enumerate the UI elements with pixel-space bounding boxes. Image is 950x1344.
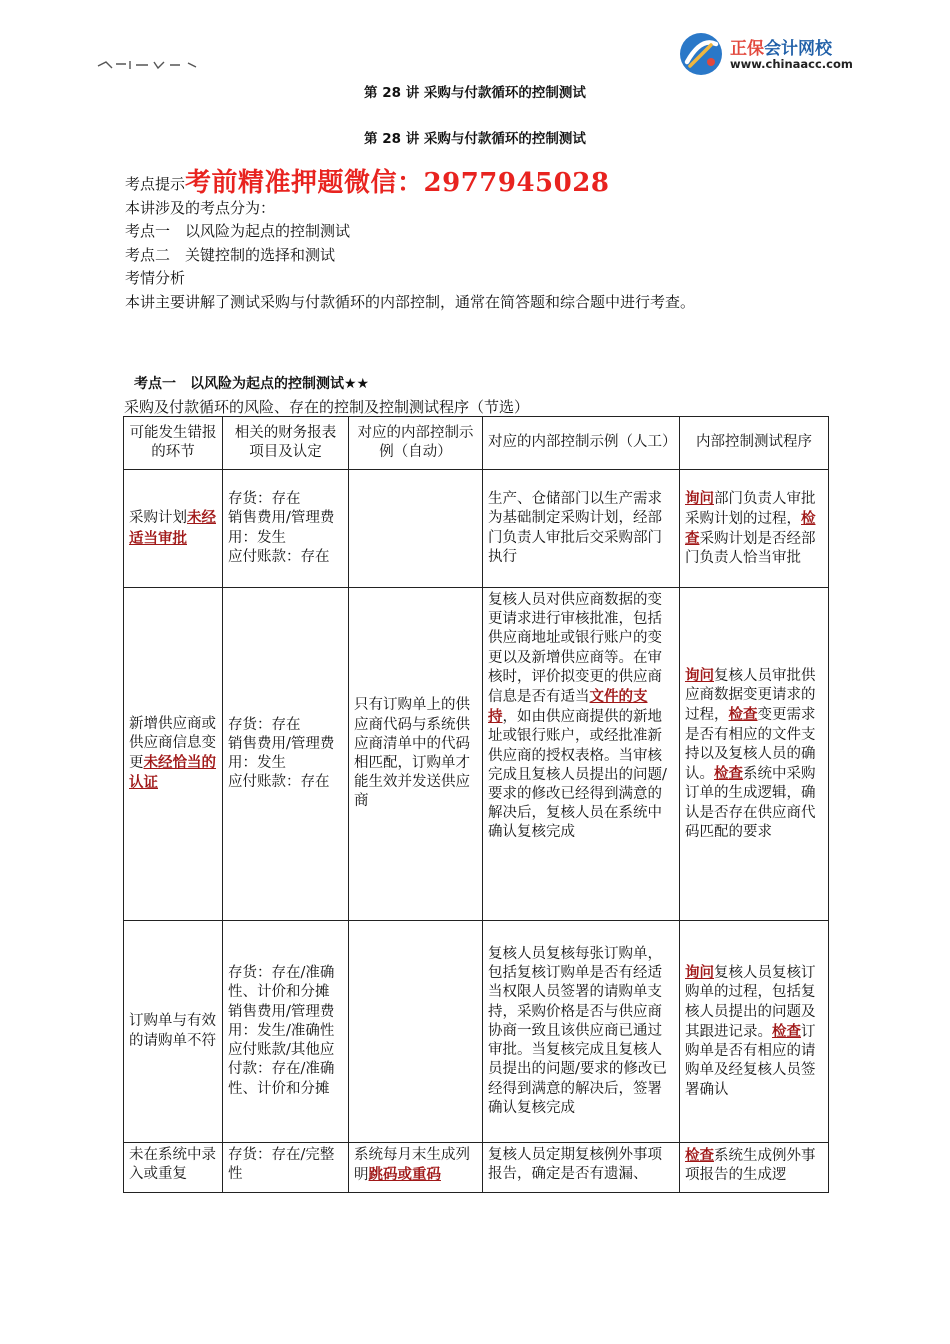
table-row (124, 921, 829, 1143)
assertion-item: 应付账款：存在 (228, 548, 330, 565)
assertion-item: 应付账款：存在 (228, 774, 330, 791)
assertion-cell (223, 921, 349, 1143)
table-header-row (124, 417, 829, 470)
test-text: 采购计划是否经部门负责人恰当审批 (685, 531, 816, 567)
assertion-cell (223, 1143, 349, 1193)
table-header: 相关的财务报表项目及认定 (223, 417, 349, 470)
test-procedure-cell (680, 470, 829, 588)
intro-line: 考情分析 (125, 269, 186, 287)
manual-text: ，如由供应商提供的新地址或银行账户，或经批准新供应商的授权表格。当审核完成且复核人员提出的问题/要求的修改已经得到满意的解决后，复核人员在系统中确认复核完成 (488, 709, 667, 841)
test-text: 系统中采购订单的生成逻辑，确认是否存在供应商代码匹配的要求 (685, 766, 816, 840)
logo-name-rest: 会计网校 (764, 39, 832, 59)
intro-line: 本讲主要讲解了测试采购与付款循环的内部控制，通常在简答题和综合题中进行考查。 (125, 292, 696, 311)
logo-name (730, 34, 832, 59)
test-text: 系统生成例外事项报告的生成逻 (685, 1148, 816, 1184)
manual-text: 复核人员对供应商数据的变更请求进行审核批准，包括供应商地址或银行账户的变更以及新增供应商等。在审核时，评价拟变更的供应商信息是否有适当 (488, 592, 662, 706)
table-header: 对应的内部控制示例（人工） (483, 417, 680, 470)
table-row (124, 470, 829, 588)
test-text: 复核人员复核订购单的过程，包括复核人员提出的问题及其跟进记录。 (685, 965, 816, 1040)
stage-emphasis: 未经适当审批 (129, 509, 216, 547)
assertion-cell (223, 588, 349, 921)
intro-block (125, 168, 845, 314)
stage-cell: 订购单与有效的请购单不符 (124, 921, 223, 1143)
assertion-item: 应付账款/其他应付款：存在/准确性、计价和分摊 (228, 1042, 335, 1097)
test-keyword: 询问 (685, 964, 714, 982)
promo-banner: 考前精准押题微信：2977945028 (185, 168, 610, 198)
assertion-item: 销售费用/管理费用：发生 (228, 735, 335, 771)
manual-emphasis: 文件的支持 (488, 688, 648, 726)
table-row (124, 1143, 829, 1193)
stage-cell (124, 588, 223, 921)
stage-text: 新增供应商或供应商信息变更 (129, 715, 216, 771)
test-procedure-cell (680, 1143, 829, 1193)
test-text: 复核人员审批供应商数据变更请求的过程， (685, 668, 816, 724)
table-header: 内部控制测试程序 (680, 417, 829, 470)
auto-text: 系统每月末生成列明 (354, 1147, 470, 1184)
page-title: 第 28 讲 采购与付款循环的控制测试 (364, 85, 586, 101)
test-text: 变更需求是否有相应的文件支持以及复核人员的确认。 (685, 707, 816, 783)
assertion-cell (223, 470, 349, 588)
risk-control-table (123, 416, 829, 1193)
table-header: 可能发生错报的环节 (124, 417, 223, 470)
stage-emphasis: 未经恰当的认证 (129, 754, 216, 792)
test-keyword: 检查 (714, 765, 743, 783)
auto-emphasis: 跳码或重码 (368, 1166, 441, 1184)
test-keyword: 询问 (685, 489, 714, 507)
assertion-item: 销售费用/管理费用：发生 (228, 510, 335, 546)
manual-control-cell (483, 588, 680, 921)
table-header: 对应的内部控制示例（自动） (349, 417, 483, 470)
logo-url: www.chinaacc.com (730, 57, 853, 71)
stage-text: 采购计划 (129, 510, 187, 527)
lecture-title: 第 28 讲 采购与付款循环的控制测试 (364, 131, 586, 147)
assertion-item: 存货：存在/完整性 (228, 1147, 335, 1183)
auto-control-cell (349, 470, 483, 588)
table-caption: 采购及付款循环的风险、存在的控制及控制测试程序（节选） (124, 398, 530, 416)
stage-cell (124, 470, 223, 588)
test-keyword: 检查 (772, 1022, 801, 1040)
logo-emblem-icon (678, 31, 724, 77)
auto-control-cell: 只有订购单上的供应商代码与系统供应商清单中的代码相匹配，订购单才能生效并发送供应商 (349, 588, 483, 921)
test-keyword: 检查 (728, 706, 758, 724)
logo-name-accent: 正保 (730, 39, 764, 59)
auto-control-cell (349, 1143, 483, 1193)
assertion-item: 存货：存在 (228, 491, 301, 508)
test-text: 订购单是否有相应的请购单及经复核人员签署确认 (685, 1023, 816, 1098)
test-keyword: 检查 (685, 509, 816, 547)
stage-cell: 未在系统中录入或重复 (124, 1143, 223, 1193)
intro-line: 考点一 以风险为起点的控制测试 (125, 222, 351, 240)
manual-control-cell: 复核人员复核每张订购单，包括复核订购单是否有经适当权限人员签署的请购单支持，采购价格是否与供应商协商一致且该供应商已通过审批。当复核完成且复核人员提出的问题/要求的修改已经得到满意的解决后，签署确认复核完成 (483, 921, 680, 1143)
test-keyword: 询问 (685, 667, 714, 685)
auto-control-cell (349, 921, 483, 1143)
assertion-item: 存货：存在/准确性、计价和分摊 (228, 965, 335, 1001)
test-procedure-cell (680, 588, 829, 921)
intro-line: 考点二 关键控制的选择和测试 (125, 245, 336, 264)
chinaacc-logo[interactable] (678, 28, 878, 80)
test-procedure-cell (680, 921, 829, 1143)
test-keyword: 检查 (685, 1147, 714, 1164)
manual-control-cell: 生产、仓储部门以生产需求为基础制定采购计划，经部门负责人审批后交采购部门执行 (483, 470, 680, 588)
assertion-item: 销售费用/管理费用：发生/准确性 (228, 1003, 335, 1039)
exam-tip-line (125, 168, 845, 198)
manual-control-cell: 复核人员定期复核例外事项报告，确定是否有遗漏、 (483, 1143, 680, 1193)
intro-line: 本讲涉及的考点分为： (125, 198, 276, 217)
table-row (124, 588, 829, 921)
exam-tip-label: 考点提示 (125, 175, 186, 193)
corner-watermark-text (96, 56, 206, 72)
section-title: 考点一 以风险为起点的控制测试★★ (134, 376, 370, 392)
test-text: 部门负责人审批采购计划的过程， (685, 490, 816, 527)
assertion-item: 存货：存在 (228, 716, 301, 733)
